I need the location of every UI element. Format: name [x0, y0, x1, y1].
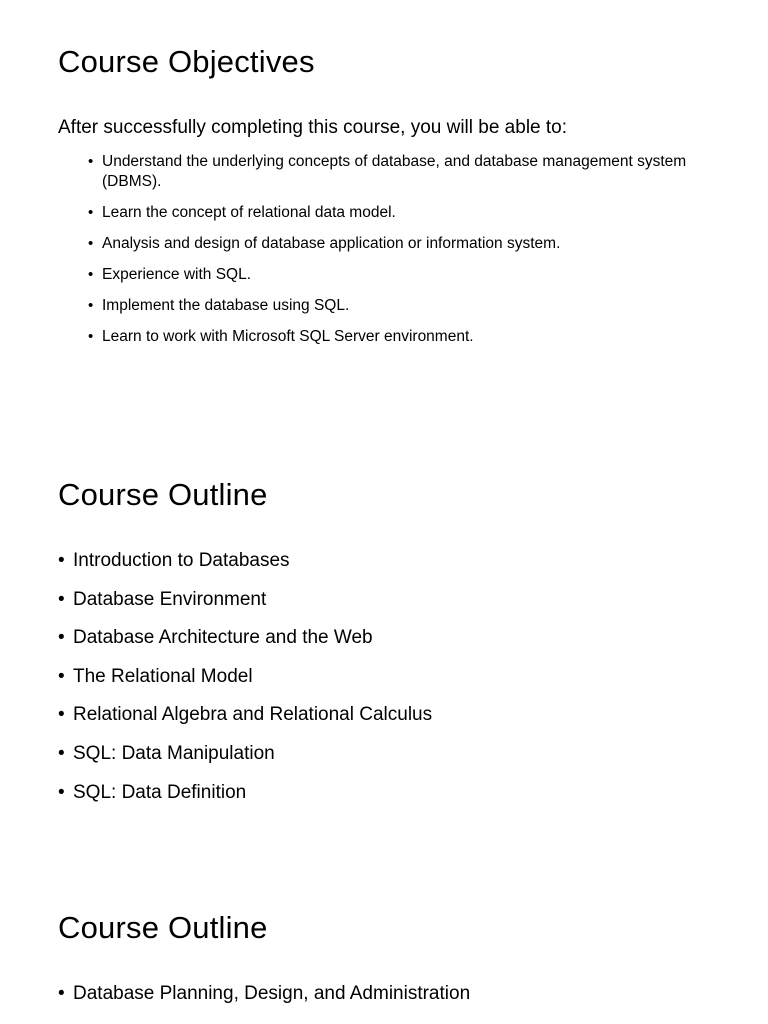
- bullet-icon: •: [88, 328, 94, 345]
- list-item: [58, 982, 738, 1006]
- list-item-text: Experience with SQL.: [102, 266, 252, 283]
- bullet-icon: •: [88, 204, 94, 221]
- list-item-text: SQL: Data Manipulation: [73, 742, 275, 764]
- list-item: [58, 549, 738, 573]
- bullet-icon: •: [88, 266, 94, 283]
- list-item-text: Database Environment: [73, 588, 267, 610]
- bullet-icon: •: [58, 742, 65, 764]
- objectives-list: [88, 152, 728, 358]
- bullet-icon: •: [58, 781, 65, 803]
- bullet-icon: •: [88, 235, 94, 252]
- list-item: [58, 665, 738, 689]
- list-item-text: Learn to work with Microsoft SQL Server environment.: [102, 328, 474, 345]
- list-item: [58, 703, 738, 727]
- outline-list: [58, 549, 738, 819]
- bullet-icon: •: [58, 704, 65, 726]
- list-item-text: Implement the database using SQL.: [102, 297, 350, 314]
- list-item-text: Database Planning, Design, and Administration: [73, 983, 471, 1004]
- list-item: [88, 265, 728, 285]
- bullet-icon: •: [58, 550, 65, 571]
- list-item: [58, 781, 738, 805]
- bullet-icon: •: [88, 297, 94, 314]
- list-item-text: Relational Algebra and Relational Calculus: [73, 704, 433, 726]
- bullet-icon: •: [58, 983, 65, 1004]
- bullet-icon: •: [58, 588, 65, 610]
- slide-title: Course Outline: [58, 910, 268, 945]
- slide-title: Course Objectives: [58, 44, 315, 79]
- list-item: [58, 588, 738, 612]
- bullet-icon: •: [88, 153, 94, 170]
- list-item: [58, 626, 738, 650]
- list-item-text: The Relational Model: [73, 665, 253, 687]
- bullet-icon: •: [58, 665, 65, 687]
- list-item-text: SQL: Data Definition: [73, 781, 247, 803]
- list-item-text: Introduction to Databases: [73, 550, 290, 571]
- outline-list: [58, 982, 738, 1021]
- list-item: [88, 327, 728, 347]
- bullet-icon: •: [58, 627, 65, 649]
- list-item-text: Analysis and design of database application or information system.: [102, 235, 561, 252]
- list-item: [88, 152, 728, 192]
- list-item-text: Database Architecture and the Web: [73, 627, 373, 649]
- slide-intro: After successfully completing this course, you will be able to:: [58, 117, 568, 138]
- list-item-text: Learn the concept of relational data model.: [102, 204, 396, 221]
- list-item: [88, 234, 728, 254]
- list-item: [88, 296, 728, 316]
- list-item-text: Understand the underlying concepts of database, and database management system (DBMS).: [102, 153, 687, 190]
- list-item: [58, 742, 738, 766]
- slide-title: Course Outline: [58, 477, 268, 512]
- list-item: [88, 203, 728, 223]
